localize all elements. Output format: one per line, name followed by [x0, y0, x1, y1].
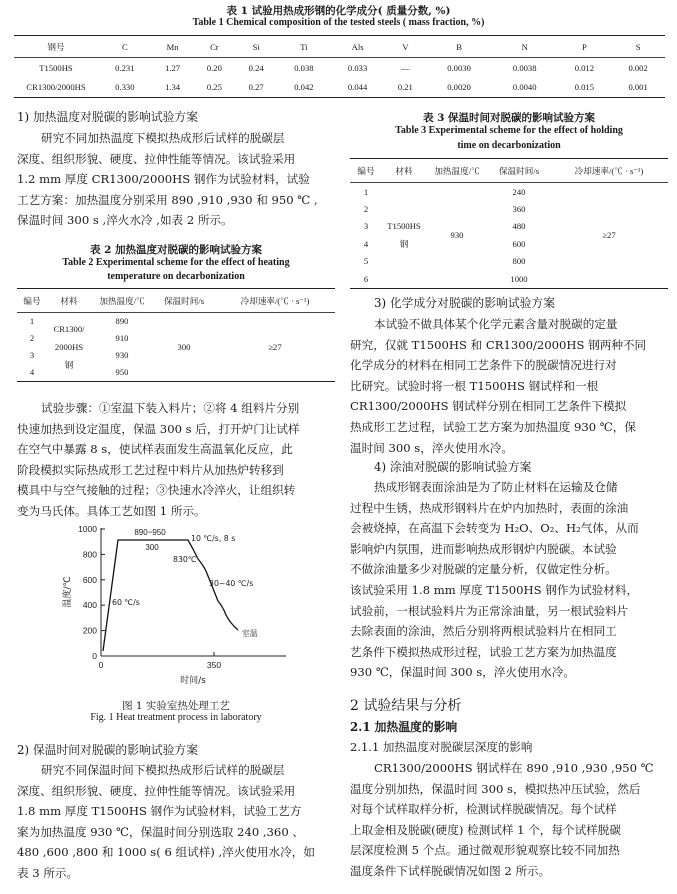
x-tick-label: 350: [206, 660, 222, 670]
table1-header: Cr: [210, 41, 219, 52]
text-line: 去除表面的涂油，然后分别将两根试验料片在相同工: [350, 624, 617, 639]
figure1-caption-cn: 图 1 实验室热处理工艺: [122, 700, 230, 712]
table1: [14, 35, 665, 98]
table1-cell: 0.0030: [447, 62, 471, 73]
table2-header: 冷却速率/(℃ · s⁻¹): [240, 295, 310, 306]
text-line: 化学成分的材料在相同工艺条件下的脱碳情况进行对: [350, 358, 617, 373]
table3-cell: 1000: [510, 273, 528, 284]
annotation-heating-60: 60 ℃/s: [112, 598, 140, 607]
text-line: 在空气中暴露 8 s，使试样表面发生高温氧化反应，此: [17, 442, 293, 457]
table1-header: B: [456, 41, 462, 52]
table1-cell: 0.330: [115, 82, 135, 93]
subsection-title: 2.1 加热温度的影响: [350, 720, 458, 734]
paragraph: [17, 398, 335, 522]
text-line: 热成形工艺过程，试验工艺方案为加热温度 930 ℃，保: [350, 419, 636, 434]
table3-header-row: [350, 159, 668, 183]
table2-hold: 300: [177, 342, 191, 352]
table3-cell: 800: [512, 256, 526, 267]
table2: [17, 288, 335, 382]
table1-header: Als: [351, 41, 364, 52]
table2-cell: 930: [115, 350, 129, 360]
text-line: 研究，仅就 T1500HS 和 CR1300/2000HS 钢两种不同: [350, 337, 647, 352]
text-line: 1.2 mm 厚度 CR1300/2000HS 钢作为试验材料，试验: [17, 172, 310, 187]
process-curve: [103, 540, 238, 651]
y-tick-label: 0: [92, 651, 97, 661]
table2-caption-en: temperature on decarbonization: [107, 271, 245, 282]
annotation-heating-rate: 10 ℃/s, 8 s: [191, 534, 236, 543]
table2-caption-cn: 表 2 加热温度对脱碳的影响试验方案: [89, 244, 263, 256]
table1-cell: 0.231: [115, 62, 135, 73]
text-line: 温度条件下试样脱碳情况如图 2 所示。: [350, 863, 551, 878]
text-line: 上取金相及脱碳(硬度) 检测试样 1 个，每个试样脱碳: [350, 822, 621, 837]
text-line: 艺条件下模拟热成形过程，试验工艺方案为加热温度: [350, 644, 617, 659]
material-line: 2000HS: [54, 342, 84, 352]
text-line: 深度、组织形貌、硬度、拉伸性能等情况。该试验采用: [17, 783, 296, 798]
table1-cell: 0.002: [628, 62, 648, 73]
table3-cell: 5: [363, 256, 369, 267]
x-tick-label: 0: [98, 660, 104, 670]
section-heading: 3) 化学成分对脱碳的影响试验方案: [374, 296, 556, 310]
table2-cell: 910: [115, 333, 129, 343]
table1-cell: 0.25: [206, 82, 222, 93]
table3-cool: ≥27: [602, 230, 616, 241]
table2-header: 材料: [60, 295, 78, 306]
text-line: 对每个试样取样分析，检测试样脱碳情况。每个试样: [350, 802, 617, 817]
table1-header: P: [581, 41, 587, 52]
figure1-caption-en: Fig. 1 Heat treatment process in laboratory: [90, 712, 262, 723]
table1-cell: 0.27: [248, 82, 264, 93]
table3-caption-cn: 表 3 保温时间对脱碳的影响试验方案: [422, 112, 596, 124]
table2-cell: 1: [29, 316, 35, 327]
table3-cell: 600: [512, 238, 526, 249]
paragraph: [350, 314, 668, 458]
text-line: 1.8 mm 厚度 T1500HS 钢作为试验材料，试验工艺方: [17, 804, 302, 819]
section-heading: 4) 涂油对脱碳的影响试验方案: [374, 460, 532, 474]
text-line: 本试验不做具体某个化学元素含量对脱碳的定量: [374, 317, 618, 331]
y-axis-label: 温度/℃: [63, 576, 73, 608]
table2-caption-en: Table 2 Experimental scheme for the effect of heating: [62, 257, 290, 268]
text-line: 试验前，一根试验料片为正常涂油量，另一根试验料片: [350, 603, 629, 618]
table2-cell: 3: [29, 350, 35, 360]
table3-header: 加热温度/℃: [434, 165, 480, 176]
table3-header: 保温时间/s: [498, 165, 540, 176]
table3-caption-en: time on decarbonization: [457, 140, 561, 151]
y-tick-label: 600: [82, 574, 97, 585]
table1-cell: 0.015: [574, 82, 595, 93]
paragraph: [350, 477, 668, 683]
section-heading: 2) 保温时间对脱碳的影响试验方案: [17, 743, 199, 757]
table3-cell: 1: [363, 186, 369, 197]
table1-header: 钢号: [47, 41, 65, 52]
table1-header: V: [402, 41, 409, 52]
paragraph: [17, 760, 335, 884]
text-line: 会被烧掉，在高温下会转变为 H₂O、O₂、H₂气体，从而: [350, 521, 639, 536]
table1-cell: —: [401, 62, 410, 73]
table1-cell: 1.34: [165, 82, 181, 93]
text-line: 快速加热到设定温度，保温 300 s 后，打开炉门让试样: [17, 421, 300, 436]
text-line: 案为加热温度 930 ℃，保温时间分别选取 240 ,360 、: [17, 824, 304, 839]
y-tick-label: 1000: [78, 525, 97, 534]
table1-cell: 0.0038: [512, 62, 537, 73]
text-line: CR1300/2000HS 钢试样分别在相同工艺条件下模拟: [350, 399, 627, 414]
text-line: 过程中生锈，热成形钢料片在炉内加热时，表面的涂油: [350, 500, 629, 515]
y-tick-label: 200: [82, 625, 97, 636]
text-line: 试验步骤：①室温下装入料片；②将 4 组料片分别: [41, 401, 300, 415]
table1-header: Si: [252, 41, 260, 52]
table1-header-row: [14, 36, 665, 58]
table3-header: 编号: [357, 165, 375, 176]
table3: [350, 158, 668, 289]
table-row: [350, 183, 668, 201]
text-line: CR1300/2000HS 钢试样在 890 ,910 ,930 ,950 ℃: [374, 761, 654, 775]
text-line: 层深度检测 5 个点。通过微观形貌观察比较不同加热: [350, 843, 620, 858]
table3-temp: 930: [450, 230, 464, 241]
text-line: 深度、组织形貌、硬度、拉伸性能等情况。该试验采用: [17, 151, 296, 166]
y-tick-label: 400: [82, 600, 97, 611]
table3-header: 材料: [395, 165, 413, 176]
table2-cell: 890: [115, 316, 129, 327]
table1-header: C: [121, 41, 128, 52]
text-line: 温时间 300 s，淬火使用水冷。: [350, 440, 513, 455]
table3-caption-en: Table 3 Experimental scheme for the effect of holding: [395, 125, 623, 136]
text-line: 影响炉内氛围，进而影响热成形钢炉内脱碳。本试验: [350, 541, 617, 556]
table1-header: N: [521, 41, 528, 52]
annotation-temp-range: 890~950: [134, 528, 166, 537]
text-line: 比研究。试验时将一根 T1500HS 钢试样和一根: [350, 378, 599, 393]
annotation-hold-time: 300: [145, 543, 159, 552]
text-line: 该试验采用 1.8 mm 厚度 T1500HS 钢作为试验材料，: [350, 582, 639, 597]
table2-header-row: [17, 289, 335, 313]
text-line: 研究不同保温时间下模拟热成形后试样的脱碳层: [41, 763, 285, 777]
table3-cell: 360: [512, 203, 526, 214]
table3-cell: 2: [363, 203, 369, 214]
table1-cell: 0.001: [628, 82, 648, 93]
table1-cell: 0.0040: [512, 82, 537, 93]
annotation-cooling-rate: 30~40 ℃/s: [209, 579, 254, 588]
text-line: 研究不同加热温度下模拟热成形后试样的脱碳层: [41, 131, 285, 145]
table1-caption-cn: 表 1 试验用热成形钢的化学成分( 质量分数, %): [226, 5, 451, 17]
section-heading: 1) 加热温度对脱碳的影响试验方案: [17, 110, 199, 124]
paragraph: [350, 758, 668, 882]
table3-material: [382, 183, 426, 289]
text-line: 温度分别加热，保温时间 300 s，模拟热冲压试验，然后: [350, 781, 641, 796]
annotation-room-temp: 室温: [242, 629, 258, 638]
table1-caption-en: Table 1 Chemical composition of the tested steels ( mass fraction, %): [192, 17, 485, 28]
x-axis-label: 时间/s: [180, 676, 206, 686]
table2-header: 保温时间/s: [163, 295, 205, 306]
table-row: [14, 58, 665, 78]
table1-cell: T1500HS: [39, 62, 73, 73]
text-line: 保温时间 300 s ,淬火水冷 ,如表 2 所示。: [17, 213, 233, 228]
table1-header: Ti: [300, 41, 308, 52]
table2-header: 加热温度/℃: [99, 295, 145, 306]
table1-header: S: [635, 41, 641, 52]
table1-cell: 0.21: [397, 82, 413, 93]
material-line: 钢: [399, 239, 409, 250]
table3-cell: 480: [512, 221, 526, 232]
section-title-results: 2 试验结果与分析: [350, 698, 462, 714]
table1-cell: 0.0020: [447, 82, 471, 93]
y-tick-label: 800: [82, 549, 97, 560]
table-row: [14, 78, 665, 98]
table1-cell: 0.042: [294, 82, 314, 93]
table3-cell: 4: [363, 238, 369, 249]
table3-cell: 6: [363, 273, 369, 284]
material-line: 钢: [64, 360, 74, 370]
text-line: 表 3 所示。: [17, 865, 79, 880]
paragraph: [17, 128, 335, 231]
table1-cell: CR1300/2000HS: [26, 82, 86, 93]
table1-cell: 0.20: [206, 62, 222, 73]
table1-cell: 0.038: [294, 62, 314, 73]
table2-cell: 4: [29, 367, 35, 378]
text-line: 变为马氏体。具体工艺如图 1 所示。: [17, 503, 206, 518]
table2-cell: 950: [115, 367, 129, 378]
table3-header: 冷却速率/(℃ · s⁻¹): [574, 165, 644, 176]
table-row: [17, 313, 335, 330]
material-line: T1500HS: [387, 221, 421, 232]
table2-material: [47, 313, 91, 382]
text-line: 480 ,600 ,800 和 1000 s( 6 组试样) ,淬火使用水冷，如: [17, 845, 315, 860]
table2-cell: 2: [29, 333, 35, 343]
table2-cool: ≥27: [268, 342, 282, 352]
table3-cell: 3: [363, 221, 369, 232]
table1-cell: 0.044: [347, 82, 368, 93]
subsubsection-title: 2.1.1 加热温度对脱碳层深度的影响: [350, 740, 533, 754]
table1-cell: 0.24: [248, 62, 264, 73]
text-line: 模具中与空气接触的过程；③快速水冷淬火，让组织转: [17, 483, 296, 498]
figure1-plot: [60, 525, 300, 695]
table3-cell: 240: [512, 186, 526, 197]
y-ticks: [101, 529, 105, 631]
text-line: 工艺方案：加热温度分别采用 890 ,910 ,930 和 950 ℃ ,: [17, 192, 318, 207]
material-line: CR1300/: [53, 324, 85, 334]
table2-header: 编号: [23, 295, 41, 306]
text-line: 不做涂油量多少对脱碳的定量分析，仅做定性分析。: [350, 562, 617, 577]
text-line: 930 ℃，保温时间 300 s，淬火使用水冷。: [350, 665, 575, 680]
table1-cell: 0.012: [574, 62, 595, 73]
text-line: 阶段模拟实际热成形工艺过程中料片从加热炉转移到: [17, 462, 284, 477]
table1-cell: 1.27: [165, 62, 181, 73]
table1-header: Mn: [166, 41, 179, 52]
text-line: 热成形钢表面涂油是为了防止材料在运输及仓储: [374, 480, 618, 494]
annotation-830: 830℃: [173, 555, 197, 564]
table1-cell: 0.033: [347, 62, 368, 73]
